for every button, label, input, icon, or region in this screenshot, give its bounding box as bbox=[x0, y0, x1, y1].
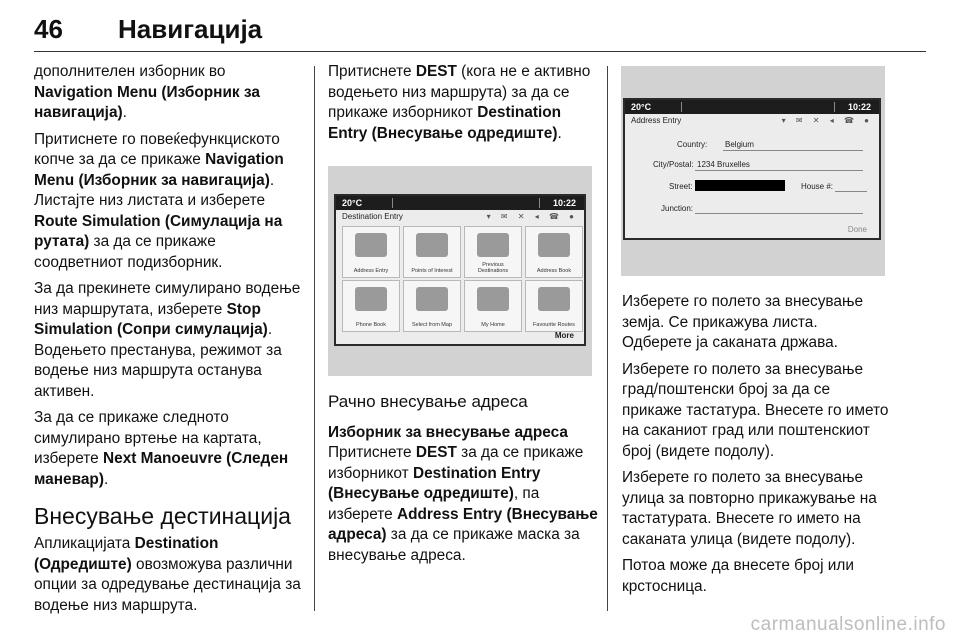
section-heading: Внесување дестинација bbox=[34, 503, 291, 529]
paragraph: Изберете го полето за внесување град/поштенски број за да се прикаже тастатура. Внесете го името на саканиот град или поштенскиот број (видете подолу). bbox=[622, 360, 889, 460]
city-label: City/Postal: bbox=[653, 160, 694, 169]
column-3 bbox=[622, 292, 890, 603]
column-divider-2 bbox=[607, 66, 608, 611]
temperature: 20°C bbox=[342, 198, 363, 208]
text: дополнителен изборник во bbox=[34, 63, 226, 80]
country-label: Country: bbox=[677, 140, 708, 149]
tile-my-home[interactable] bbox=[464, 280, 522, 332]
paragraph bbox=[328, 443, 598, 566]
junction-label: Junction: bbox=[661, 204, 694, 213]
paragraph: Изберете го полето за внесување улица за повторно прикажување на тастатурата. Внесете го името на саканата улица (видете подолу). bbox=[622, 469, 877, 548]
address-book-icon bbox=[538, 233, 570, 257]
favourite-routes-icon bbox=[538, 287, 570, 311]
home-icon bbox=[477, 287, 509, 311]
house-number-label: House #: bbox=[801, 182, 834, 191]
menu-name: Next Manoeuvre (Следен маневар) bbox=[34, 450, 289, 488]
tile-label: Address Entry bbox=[353, 268, 389, 274]
divider bbox=[834, 102, 835, 112]
column-2-lower bbox=[328, 392, 598, 572]
tile-phone-book[interactable] bbox=[342, 280, 400, 332]
status-bar bbox=[336, 196, 584, 210]
watermark: carmanualsonline.info bbox=[750, 614, 946, 635]
text: . Листајте низ листата и изберете bbox=[34, 171, 275, 209]
tile-select-from-map[interactable] bbox=[403, 280, 461, 332]
text: за да се прикаже соодветниот подизборник. bbox=[34, 233, 223, 271]
key-name: DEST bbox=[415, 63, 457, 80]
text: Притиснете го повеќефункциското копче за да се прикаже bbox=[34, 130, 280, 168]
field-underline bbox=[695, 170, 863, 171]
menu-name: Destination (Одредиште) bbox=[34, 535, 219, 573]
text: . bbox=[557, 124, 562, 142]
text: Апликацијата bbox=[34, 535, 135, 552]
previous-destinations-icon bbox=[477, 233, 509, 257]
tile-label: Phone Book bbox=[356, 322, 386, 328]
column-divider-1 bbox=[314, 66, 315, 611]
phone-book-icon bbox=[355, 287, 387, 311]
menu-name: Destination Entry (Внесување одредиште) bbox=[328, 464, 541, 502]
done-button[interactable]: Done bbox=[847, 225, 867, 234]
status-icons: ▾ ✉ ✕ ◂ ☎ ● bbox=[781, 116, 873, 125]
text: Притиснете bbox=[328, 444, 416, 461]
field-underline bbox=[723, 150, 863, 151]
column-2 bbox=[328, 62, 596, 150]
screenshot-address-entry bbox=[621, 66, 885, 276]
text: . bbox=[103, 470, 109, 488]
paragraph bbox=[34, 408, 304, 490]
address-entry-icon bbox=[355, 233, 387, 257]
temperature: 20°C bbox=[631, 102, 652, 112]
clock: 10:22 bbox=[847, 102, 871, 112]
menu-name: Stop Simulation (Сопри симулација) bbox=[34, 300, 268, 338]
display bbox=[336, 196, 584, 344]
menu-name: Destination Entry (Внесување одредиште) bbox=[328, 104, 562, 142]
section-heading: Рачно внесување адреса bbox=[328, 392, 528, 411]
menu-name: Route Simulation (Симулација на рутата) bbox=[34, 212, 283, 250]
tile-favourite-routes[interactable] bbox=[525, 280, 583, 332]
screenshot-destination-entry bbox=[328, 166, 592, 376]
text: За да прекинете симулирано водење низ маршрутата, изберете bbox=[34, 280, 301, 318]
paragraph bbox=[34, 279, 304, 402]
sub-heading: Изборник за внесување адреса bbox=[328, 423, 568, 441]
text: , па изберете bbox=[328, 485, 540, 523]
text: за да се прикаже маска за внесување адреса. bbox=[328, 526, 580, 564]
screen-title: Destination Entry bbox=[342, 212, 403, 221]
junction-field[interactable] bbox=[695, 213, 863, 214]
house-number-field[interactable] bbox=[835, 191, 867, 192]
poi-icon bbox=[416, 233, 448, 257]
street-field[interactable] bbox=[695, 180, 785, 191]
tile-label: Points of Interest bbox=[411, 268, 453, 274]
tile-label: Address Book bbox=[536, 268, 572, 274]
paragraph: Изберете го полето за внесување земја. Се прикажува листа. Одберете ја саканата држава. bbox=[622, 293, 864, 351]
paragraph: Потоа може да внесете број или крстосница. bbox=[622, 557, 854, 595]
paragraph bbox=[328, 62, 596, 144]
paragraph bbox=[34, 62, 304, 124]
clock: 10:22 bbox=[552, 198, 576, 208]
text: . bbox=[122, 104, 127, 121]
paragraph bbox=[34, 130, 304, 274]
divider bbox=[539, 198, 540, 208]
paragraph bbox=[34, 534, 304, 616]
tile-previous-destinations[interactable] bbox=[464, 226, 522, 278]
map-icon bbox=[416, 287, 448, 311]
screen-title: Address Entry bbox=[631, 116, 682, 125]
tile-label: My Home bbox=[481, 322, 505, 328]
tile-points-of-interest[interactable] bbox=[403, 226, 461, 278]
text: За да се прикаже следното симулирано вртење на картата, изберете bbox=[34, 409, 262, 467]
tile-address-entry[interactable] bbox=[342, 226, 400, 278]
header-rule bbox=[34, 51, 926, 52]
menu-name: Navigation Menu (Изборник за навигација) bbox=[34, 151, 284, 189]
page-number: 46 bbox=[34, 14, 63, 44]
text: за да се прикаже изборникот bbox=[328, 444, 584, 482]
text: овозможува различни опции за одредување дестинација за водење низ маршрута. bbox=[34, 555, 301, 614]
page-header bbox=[34, 4, 926, 50]
tile-label: Favourite Routes bbox=[533, 322, 575, 328]
tile-label: Previous Destinations bbox=[477, 262, 509, 274]
divider bbox=[681, 102, 682, 112]
display bbox=[625, 100, 879, 238]
status-bar bbox=[625, 100, 879, 114]
street-label: Street: bbox=[669, 182, 693, 191]
menu-name: Navigation Menu (Изборник за навигација) bbox=[34, 83, 260, 121]
city-field[interactable]: 1234 Bruxelles bbox=[697, 160, 750, 169]
tile-address-book[interactable] bbox=[525, 226, 583, 278]
divider bbox=[392, 198, 393, 208]
key-name: DEST bbox=[415, 444, 457, 461]
tile-label: Select from Map bbox=[411, 322, 453, 328]
menu-name: Address Entry (Внесување адреса) bbox=[328, 505, 598, 543]
text: Притиснете bbox=[328, 63, 416, 80]
more-button[interactable]: More bbox=[554, 331, 574, 340]
country-field[interactable]: Belgium bbox=[725, 140, 754, 149]
chapter-title: Навигација bbox=[118, 14, 263, 44]
status-icons: ▾ ✉ ✕ ◂ ☎ ● bbox=[486, 212, 578, 221]
column-1 bbox=[34, 62, 304, 622]
text: . Водењето престанува, режимот за водење низ маршрута останува активен. bbox=[34, 321, 282, 400]
text: (кога не е активно водењето низ маршрута) за да се прикаже изборникот bbox=[328, 63, 591, 121]
